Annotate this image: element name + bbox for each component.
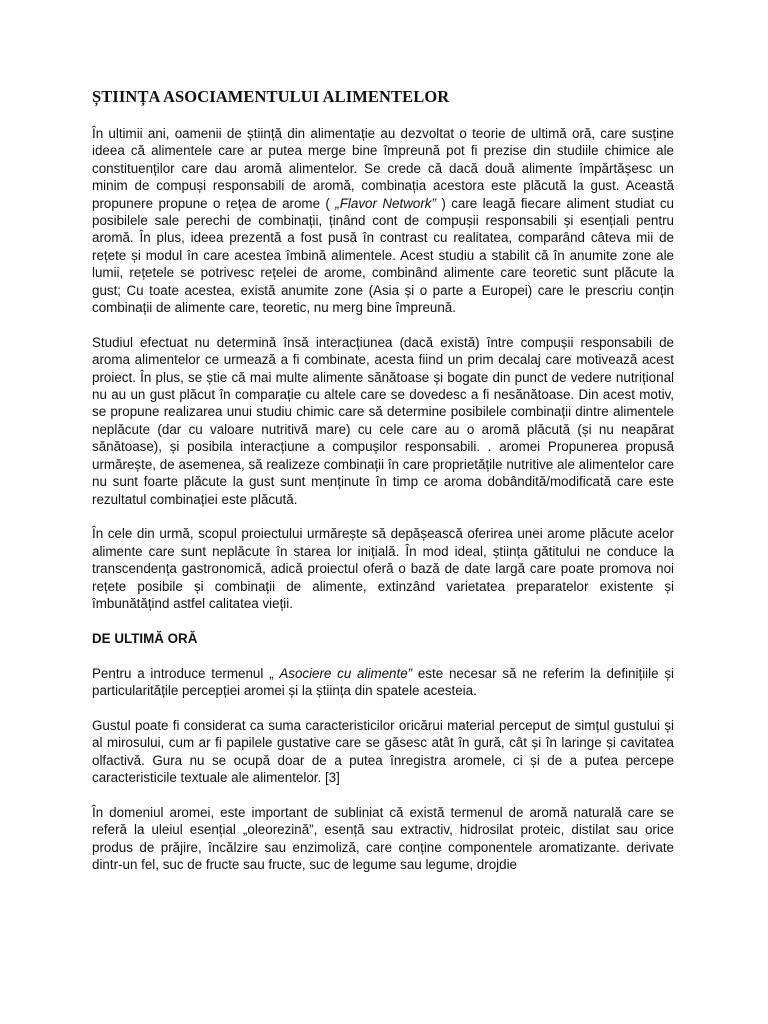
paragraph-2: Studiul efectuat nu determină însă interacțiunea (dacă există) între compușii responsabili de aroma alimentelor ce urmează a fi combinate, acesta fiind un prim decalaj care motivează acest proiect. În plus, se știe că mai multe alimente sănătoase și bogate din punct de vedere nutrițional nu au un gust plăcut în comparație cu altele care se dovedesc a fi nesănătoase. Din acest motiv, se propune realizarea unui studiu chimic care să determine posibilele combinații dintre alimentele neplăcute (dar cu valoare nutritivă mare) cu cele care au o aromă plăcută (și nu neapărat sănătoase), și posibila interacțiune a compușilor responsabili. . aromei Propunerea propusă urmărește, de asemenea, să realizeze combinații în care proprietățile nutritive ale alimentelor care nu sunt foarte plăcute la gust sunt menținute în timp ce aroma dobândită/modificată care este rezultatul combinației este plăcută. (92, 334, 674, 507)
section-paragraph-3: În domeniul aromei, este important de subliniat că există termenul de aromă naturală care se referă la uleiul esențial „oleorezină”, esență sau extractiv, hidrosilat proteic, distilat sau orice produs de prăjire, încălzire sau enzimoliză, care conține componentele aromatizante. derivate dintr-un fel, suc de fructe sau fructe, suc de legume sau legume, drojdie (92, 804, 674, 872)
section-paragraph-2: Gustul poate fi considerat ca suma caracteristicilor oricărui material perceput de simțul gustului și al mirosului, cum ar fi papilele gustative care se găsesc atât în gură, cât și în laringe și cavitatea olfactivă. Gura nu se ocupă doar de a putea înregistra aromele, ci și de a putea percepe caracteristicile textuale ale alimentelor. [3] (92, 717, 674, 785)
document-title: ȘTIINȚA ASOCIAMENTULUI ALIMENTELOR (92, 87, 450, 106)
section-heading: DE ULTIMĂ ORĂ (92, 630, 198, 646)
section-paragraph-1-part-a: Pentru a introduce termenul „ (92, 665, 280, 681)
paragraph-1-part-a: În ultimii ani, oamenii de știință din alimentație au dezvoltat o teorie de ultimă oră, care susține ideea că alimentele care ar putea merge bine împreună pot fi prezise din studiile chimice ale constituenților care dau aromă alimentelor. Se crede că dacă două alimente împărtășesc un minim de compuși responsabili de aromă, combinația acestora este plăcută la gust. Această propunere propune o rețea de arome ( (92, 126, 674, 211)
flavor-network-term: „Flavor Network” (335, 195, 436, 211)
paragraph-1 (92, 125, 674, 316)
food-pairing-term: Asociere cu alimente” (279, 665, 413, 681)
paragraph-3: În cele din urmă, scopul proiectului urmărește să depășească oferirea unei arome plăcute acelor alimente care sunt neplăcute în starea lor inițială. În mod ideal, știința gătitului ne conduce la transcendența gastronomică, adică proiectul oferă o bază de date largă care poate promova noi rețete posibile și combinații de alimente, extinzând varietatea preparatelor existente și îmbunătățind astfel calitatea vieții. (92, 526, 674, 611)
paragraph-1-part-b: ) care leagă fiecare aliment studiat cu posibilele sale perechi de combinații, ținând cont de compușii responsabili și esențiali pentru aromă. În plus, ideea prezentă a fost pusă în contrast cu realitatea, comparând câteva mii de rețete și modul în care acestea îmbină alimentele. Acest studiu a stabilit că în anumite zone ale lumii, rețetele se potrivesc rețelei de arome, combinând alimente care teoretic sunt plăcute la gust; Cu toate acestea, există anumite zone (Asia și o parte a Europei) care le prescriu conțin combinații de alimente care, teoretic, nu merg bine împreună. (92, 195, 674, 316)
document-page (92, 86, 674, 891)
section-paragraph-1-part-b: este necesar să ne referim la definițiile și particularitățile percepției aromei și la știința din spatele acesteia. (92, 665, 674, 698)
section-paragraph-1 (92, 665, 674, 700)
